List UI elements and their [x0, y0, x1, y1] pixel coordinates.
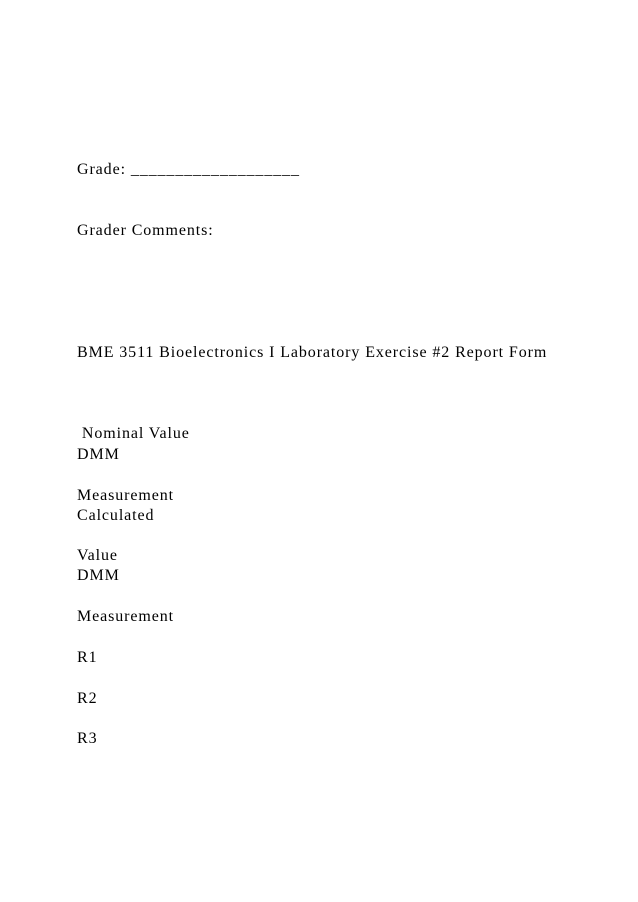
dmm-header-2: DMM [77, 567, 120, 584]
nominal-value-header: Nominal Value [77, 425, 190, 442]
report-title: BME 3511 Bioelectronics I Laboratory Exercise #2 Report Form [77, 344, 548, 361]
row-label-r1: R1 [77, 649, 98, 666]
measurement-header-2: Measurement [77, 608, 174, 625]
row-label-r2: R2 [77, 690, 98, 707]
dmm-header-1: DMM [77, 446, 120, 463]
grade-line: Grade: ___________________ [77, 161, 300, 178]
calculated-header: Calculated [77, 507, 155, 524]
row-label-r3: R3 [77, 730, 98, 747]
measurement-header-1: Measurement [77, 487, 174, 504]
grader-comments-label: Grader Comments: [77, 222, 214, 239]
value-header: Value [77, 547, 118, 564]
